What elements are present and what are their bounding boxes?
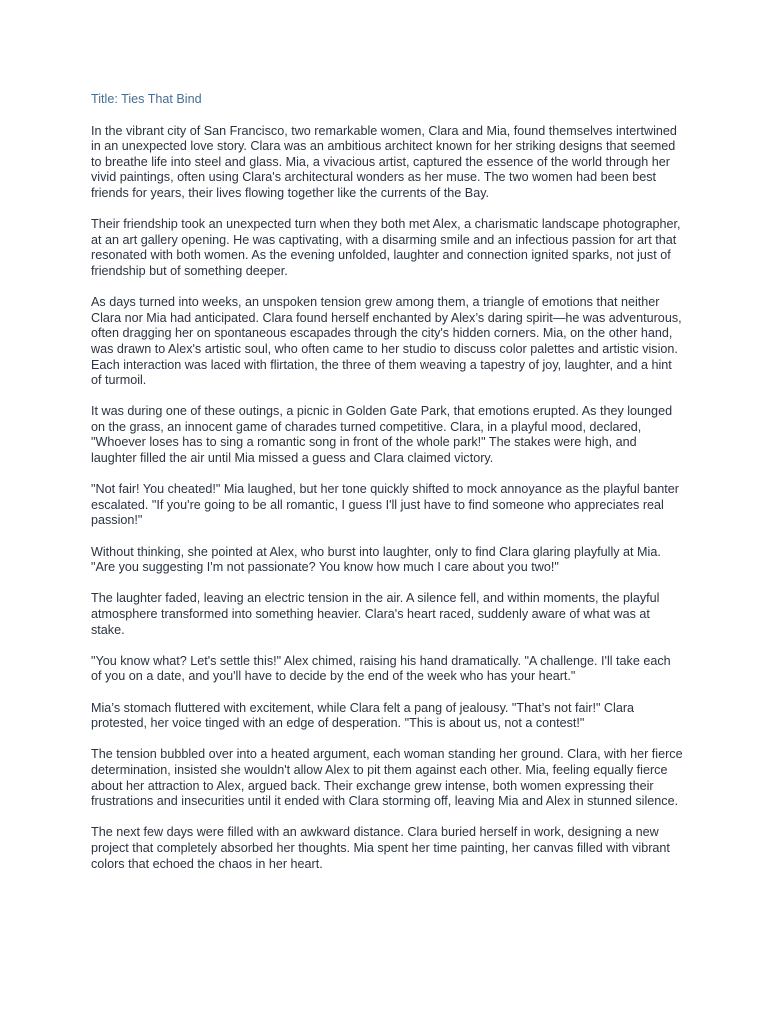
paragraph: As days turned into weeks, an unspoken tension grew among them, a triangle of emotions that neither Clara nor Mia had anticipated. Clara found herself enchanted by Alex’s daring spirit—he was adventurous, often dragging her on spontaneous escapades through the city's hidden corners. Mia, on the other hand, was drawn to Alex's artistic soul, who often came to her studio to discuss color palettes and artistic vision. Each interaction was laced with flirtation, the three of them weaving a tapestry of joy, laughter, and a hint of turmoil. [91,295,682,388]
paragraph: The next few days were filled with an awkward distance. Clara buried herself in work, designing a new project that completely absorbed her thoughts. Mia spent her time painting, her canvas filled with vibrant colors that echoed the chaos in her heart. [91,825,670,871]
paragraph: Mia’s stomach fluttered with excitement, while Clara felt a pang of jealousy. "That’s not fair!" Clara protested, her voice tinged with an edge of desperation. "This is about us, not a contest!" [91,700,635,731]
document-page [91,92,683,888]
paragraph: "You know what? Let's settle this!" Alex chimed, raising his hand dramatically. "A challenge. I'll take each of you on a date, and you'll have to decide by the end of the week who has your heart." [91,653,671,684]
paragraph: Without thinking, she pointed at Alex, who burst into laughter, only to find Clara glaring playfully at Mia. "Are you suggesting I'm not passionate? You know how much I care about you two!" [91,544,661,575]
paragraph: The laughter faded, leaving an electric tension in the air. A silence fell, and within moments, the playful atmosphere transformed into something heavier. Clara's heart raced, suddenly aware of what was at stake. [91,591,660,637]
paragraph: "Not fair! You cheated!" Mia laughed, but her tone quickly shifted to mock annoyance as the playful banter escalated. "If you're going to be all romantic, I guess I'll just have to find someone who appreciates real passion!" [91,482,679,528]
paragraph: The tension bubbled over into a heated argument, each woman standing her ground. Clara, with her fierce determination, insisted she wouldn't allow Alex to pit them against each other. Mia, feeling equally fierce about her attraction to Alex, argued back. Their exchange grew intense, both women expressing their frustrations and insecurities until it ended with Clara storming off, leaving Mia and Alex in stunned silence. [91,747,683,809]
paragraph: In the vibrant city of San Francisco, two remarkable women, Clara and Mia, found themselves intertwined in an unexpected love story. Clara was an ambitious architect known for her striking designs that seemed to breathe life into steel and glass. Mia, a vivacious artist, captured the essence of the world through her vivid paintings, often using Clara's architectural wonders as her muse. The two women had been best friends for years, their lives flowing together like the currents of the Bay. [91,123,677,200]
paragraph: It was during one of these outings, a picnic in Golden Gate Park, that emotions erupted. As they lounged on the grass, an innocent game of charades turned competitive. Clara, in a playful mood, declared, "Whoever loses has to sing a romantic song in front of the whole park!" The stakes were high, and laughter filled the air until Mia missed a guess and Clara claimed victory. [91,404,673,466]
document-title: Title: Ties That Bind [91,92,202,106]
paragraph: Their friendship took an unexpected turn when they both met Alex, a charismatic landscape photographer, at an art gallery opening. He was captivating, with a disarming smile and an infectious passion for art that resonated with both women. As the evening unfolded, laughter and connection ignited sparks, not just of friendship but of something deeper. [91,217,681,278]
